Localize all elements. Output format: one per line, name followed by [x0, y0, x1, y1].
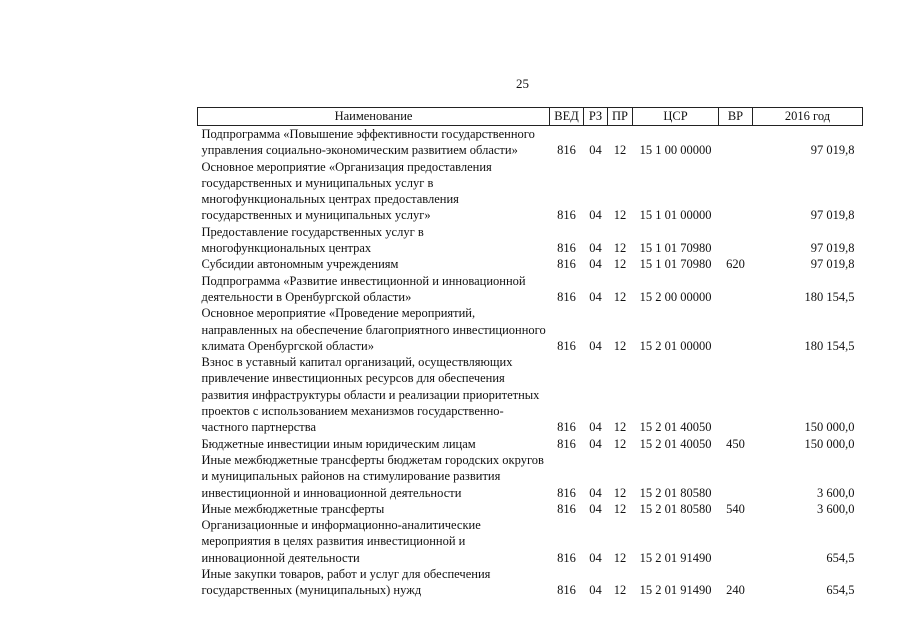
table-body: [198, 126, 863, 599]
row-rz: 04: [589, 550, 602, 565]
row-amount: 150 000,0: [804, 420, 855, 435]
table-row: [198, 436, 863, 452]
row-amount: 97 019,8: [810, 143, 855, 158]
row-rz: 04: [589, 338, 602, 353]
row-amount: 97 019,8: [810, 241, 855, 256]
table-row: [198, 566, 863, 599]
row-amount: 97 019,8: [810, 257, 855, 272]
row-name: Основное мероприятие «Проведение мероприятий, направленных на обеспечение благоприятного инвестиционного климата Оренбургской области»: [201, 306, 546, 353]
row-pr: 12: [613, 257, 627, 272]
table-row: [198, 452, 863, 501]
header-year: 2016 год: [753, 108, 863, 126]
row-ved: 816: [557, 338, 576, 353]
row-name: Подпрограмма «Повышение эффективности государственного управления социально-экономическим развитием области»: [201, 127, 535, 158]
row-csr: 15 2 01 91490: [639, 583, 712, 598]
row-name: Взнос в уставный капитал организаций, осуществляющих привлечение инвестиционных ресурсов для обеспечения развития инфраструктуры области и реализации приоритетных проектов с использованием механизмов государственно-частного партнерства: [201, 355, 540, 435]
header-row: [198, 108, 863, 126]
row-name: Подпрограмма «Развитие инвестиционной и инновационной деятельности в Оренбургской области»: [201, 273, 526, 304]
row-pr: 12: [613, 241, 627, 256]
row-rz: 04: [589, 289, 602, 304]
row-csr: 15 2 01 40050: [639, 436, 712, 451]
row-vr: [719, 159, 753, 224]
row-pr: 12: [613, 208, 627, 223]
header-ved: ВЕД: [550, 108, 584, 126]
row-ved: 816: [557, 420, 576, 435]
row-rz: 04: [589, 436, 602, 451]
row-csr: 15 2 01 80580: [639, 501, 712, 516]
header-csr: ЦСР: [633, 108, 719, 126]
row-csr: 15 2 01 40050: [639, 420, 712, 435]
table-row: [198, 256, 863, 272]
row-ved: 816: [557, 143, 576, 158]
row-csr: 15 2 01 80580: [639, 485, 712, 500]
row-pr: 12: [613, 583, 627, 598]
table-row: [198, 159, 863, 224]
row-amount: 180 154,5: [804, 289, 855, 304]
table-row: [198, 354, 863, 435]
row-pr: 12: [613, 550, 627, 565]
row-ved: 816: [557, 436, 576, 451]
row-name: Основное мероприятие «Организация предоставления государственных и муниципальных услуг в многофункциональных центрах предоставления государственных и муниципальных услуг»: [201, 159, 492, 223]
row-vr: [719, 224, 753, 257]
row-csr: 15 2 01 00000: [639, 338, 712, 353]
row-amount: 654,5: [826, 583, 855, 598]
row-amount: 654,5: [826, 550, 855, 565]
row-pr: 12: [613, 420, 627, 435]
row-name: Иные закупки товаров, работ и услуг для обеспечения государственных (муниципальных) нужд: [201, 567, 491, 598]
row-pr: 12: [613, 143, 627, 158]
row-amount: 180 154,5: [804, 338, 855, 353]
row-ved: 816: [557, 501, 576, 516]
row-rz: 04: [589, 485, 602, 500]
row-vr: 540: [726, 501, 745, 516]
row-amount: 3 600,0: [817, 485, 855, 500]
row-name: Иные межбюджетные трансферты бюджетам городских округов и муниципальных районов на стимулирование развития инвестиционной и инновационной деятельности: [201, 452, 544, 500]
row-amount: 3 600,0: [817, 501, 855, 516]
row-csr: 15 2 01 91490: [639, 550, 712, 565]
row-pr: 12: [613, 289, 627, 304]
budget-table: [197, 107, 863, 599]
table-row: [198, 126, 863, 159]
row-rz: 04: [589, 501, 602, 516]
row-csr: 15 1 00 00000: [639, 143, 712, 158]
row-rz: 04: [589, 208, 602, 223]
row-ved: 816: [557, 583, 576, 598]
page-number: 25: [516, 76, 529, 91]
row-pr: 12: [613, 436, 627, 451]
row-csr: 15 1 01 00000: [639, 208, 712, 223]
row-rz: 04: [589, 420, 602, 435]
row-rz: 04: [589, 241, 602, 256]
row-rz: 04: [589, 257, 602, 272]
row-ved: 816: [557, 257, 576, 272]
row-rz: 04: [589, 583, 602, 598]
row-ved: 816: [557, 485, 576, 500]
row-name: Субсидии автономным учреждениям: [201, 257, 399, 272]
row-pr: 12: [613, 338, 627, 353]
row-pr: 12: [613, 485, 627, 500]
row-ved: 816: [557, 241, 576, 256]
row-rz: 04: [589, 143, 602, 158]
row-vr: 620: [726, 257, 745, 272]
row-vr: 450: [726, 436, 745, 451]
table-row: [198, 501, 863, 517]
header-name: Наименование: [198, 108, 550, 126]
row-amount: 97 019,8: [810, 208, 855, 223]
row-ved: 816: [557, 550, 576, 565]
row-csr: 15 2 00 00000: [639, 289, 712, 304]
row-ved: 816: [557, 289, 576, 304]
row-name: Иные межбюджетные трансферты: [201, 501, 385, 516]
table-row: [198, 305, 863, 354]
table-row: [198, 517, 863, 566]
row-ved: 816: [557, 208, 576, 223]
row-name: Предоставление государственных услуг в многофункциональных центрах: [201, 224, 424, 256]
table-row: [198, 224, 863, 257]
row-vr: [719, 354, 753, 435]
row-name: Организационные и информационно-аналитические мероприятия в целях развития инвестиционной и инновационной деятельности: [201, 518, 481, 565]
row-vr: [719, 126, 753, 159]
row-vr: 240: [726, 583, 745, 598]
header-vr: ВР: [719, 108, 753, 126]
table-header: [198, 108, 863, 126]
row-vr: [719, 273, 753, 306]
row-name: Бюджетные инвестиции иным юридическим лицам: [201, 436, 476, 451]
header-pr: ПР: [608, 108, 633, 126]
row-csr: 15 1 01 70980: [639, 241, 712, 256]
row-vr: [719, 452, 753, 501]
row-vr: [719, 305, 753, 354]
header-rz: РЗ: [584, 108, 608, 126]
row-vr: [719, 517, 753, 566]
row-amount: 150 000,0: [804, 436, 855, 451]
row-pr: 12: [613, 501, 627, 516]
row-csr: 15 1 01 70980: [639, 257, 712, 272]
table-row: [198, 273, 863, 306]
